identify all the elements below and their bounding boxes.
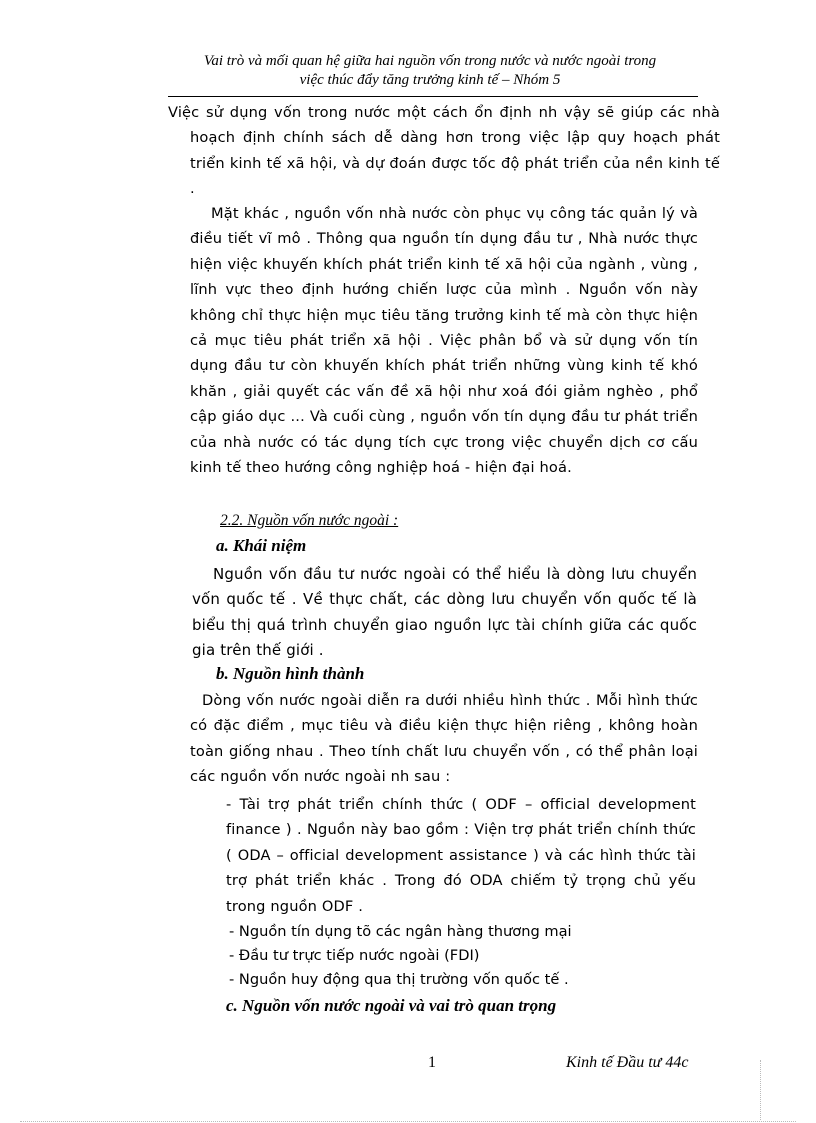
header-rule xyxy=(168,96,698,97)
running-header xyxy=(160,52,700,90)
list-item-fdi: - Đầu tư trực tiếp nước ngoài (FDI) xyxy=(229,947,480,964)
paragraph-sources-intro: Dòng vốn nước ngoài diễn ra dưới nhiều hình thức . Mỗi hình thức có đặc điểm , mục tiêu và điều kiện thực hiện riêng , không hoàn toàn giống nhau . Theo tính chất lưu chuyển vốn , có thể phân loại các nguồn vốn nước ngoài nh sau : xyxy=(190,692,698,786)
paragraph-domestic-capital-planning: Việc sử dụng vốn trong nước một cách ổn định nh vậy sẽ giúp các nhà hoạch định chính sách dễ dàng hơn trong việc lập quy hoạch phát triển kinh tế xã hội, và dự đoán được tốc độ phát triển của nền kinh tế . xyxy=(168,104,720,198)
paragraph-state-capital-role: Mặt khác , nguồn vốn nhà nước còn phục vụ công tác quản lý và điều tiết vĩ mô . Thông qua nguồn tín dụng đầu tư , Nhà nước thực hiện việc khuyến khích phát triển kinh tế xã hội của ngành , vùng , lĩnh vực theo định hướng chiến lược của mình . Nguồn vốn này không chỉ thực hiện mục tiêu tăng trưởng kinh tế mà còn thực hiện cả mục tiêu phát triển xã hội . Việc phân bổ và sử dụng vốn tín dụng đầu tư còn khuyến khích phát triển những vùng kinh tế khó khăn , giải quyết các vấn đề xã hội như xoá đói giảm nghèo , phổ cập giáo dục ... Và cuối cùng , nguồn vốn tín dụng đầu tư phát triển của nhà nước có tác dụng tích cực trong việc chuyển dịch cơ cấu kinh tế theo hướng công nghiệp hoá - hiện đại hoá. xyxy=(190,205,698,477)
section-heading-foreign-capital: 2.2. Nguồn vốn nước ngoài : xyxy=(220,512,399,529)
page-right-border xyxy=(760,1060,761,1120)
subheading-concept: a. Khái niệm xyxy=(216,536,307,555)
subheading-foreign-capital-role: c. Nguồn vốn nước ngoài và vai trò quan trọng xyxy=(226,996,557,1015)
page-number: 1 xyxy=(428,1054,436,1071)
list-item-commercial-credit: - Nguồn tín dụng tõ các ngân hàng thương mại xyxy=(229,923,572,940)
paragraph-concept: Nguồn vốn đầu tư nước ngoài có thể hiểu là dòng lưu chuyển vốn quốc tế . Về thực chất, các dòng lưu chuyển vốn quốc tế là biểu thị quá trình chuyển giao nguồn lực tài chính giữa các quốc gia trên thế giới . xyxy=(192,565,697,660)
footer-course-label: Kinh tế Đầu tư 44c xyxy=(566,1054,689,1071)
subheading-sources: b. Nguồn hình thành xyxy=(216,664,365,683)
header-line-1: Vai trò và mối quan hệ giữa hai nguồn vốn trong nước và nước ngoài trong xyxy=(203,53,657,69)
list-item-odf: - Tài trợ phát triển chính thức ( ODF – official development finance ) . Nguồn này bao gồm : Viện trợ phát triển chính thức ( ODA – official development assistance ) và các hình thức tài trợ phát triển khác . Trong đó ODA chiếm tỷ trọng chủ yếu trong nguồn ODF . xyxy=(226,796,696,915)
page-bottom-border xyxy=(20,1121,796,1122)
list-item-capital-market: - Nguồn huy động qua thị trường vốn quốc tế . xyxy=(229,971,569,988)
header-line-2: việc thúc đẩy tăng trưởng kinh tế – Nhóm 5 xyxy=(299,72,561,88)
